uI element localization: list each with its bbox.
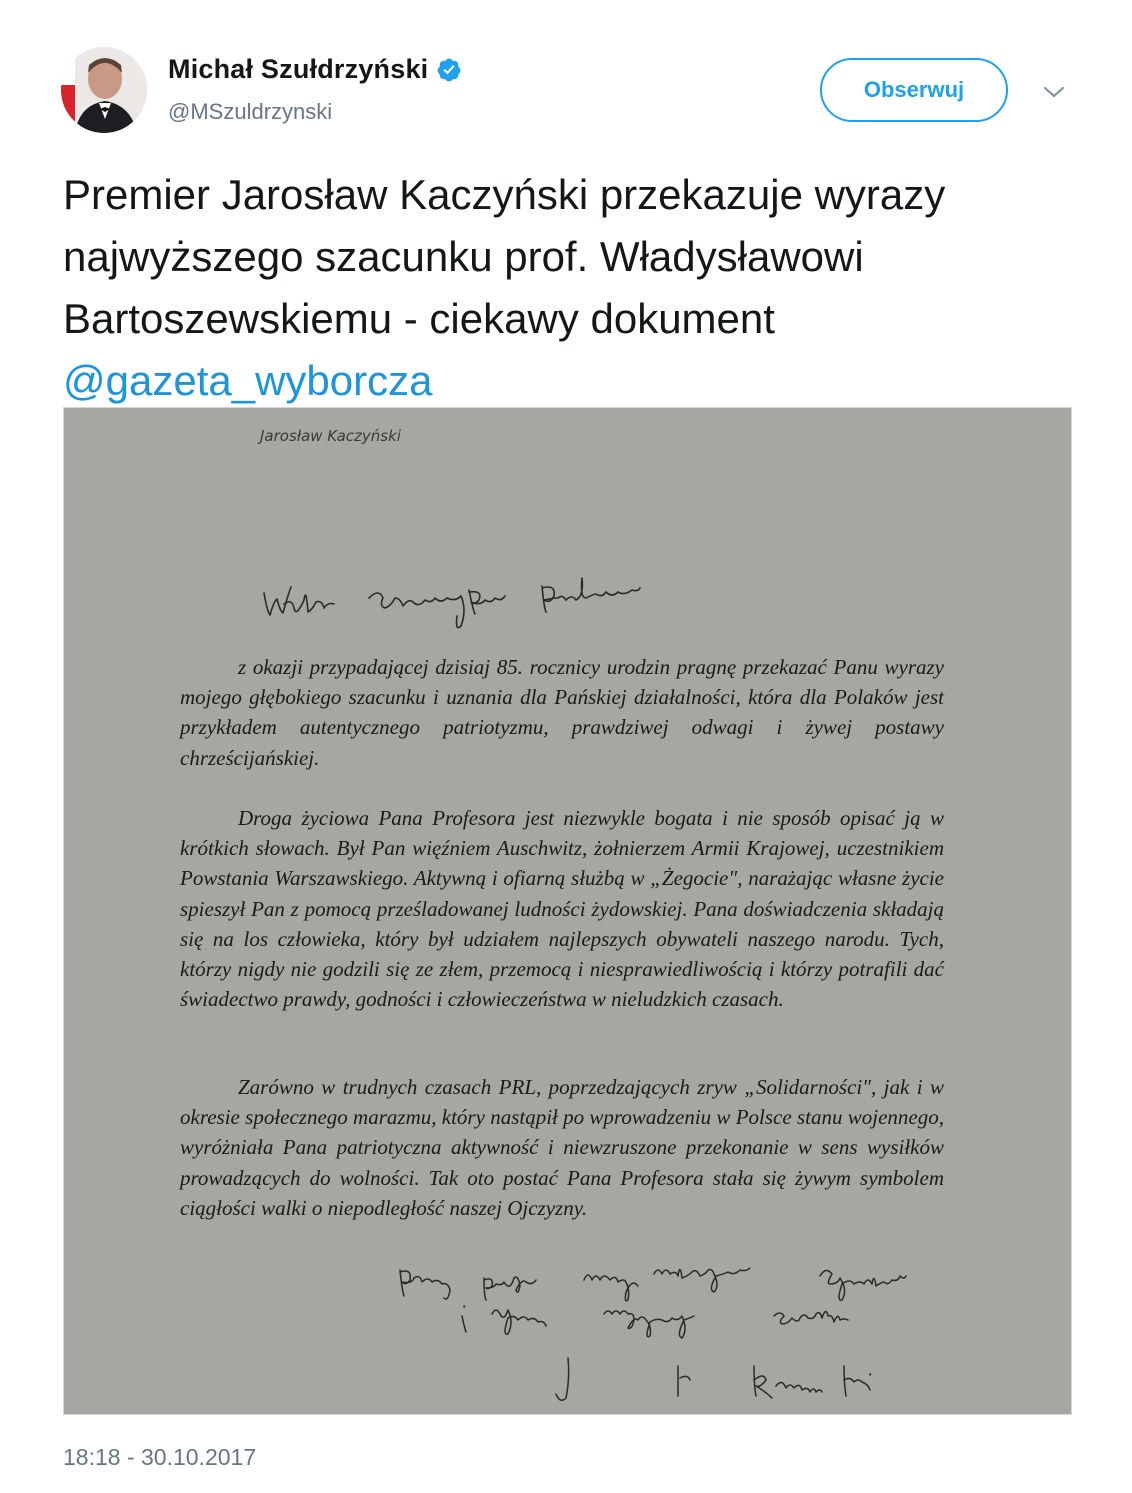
- avatar-photo: [61, 47, 147, 133]
- tweet-text: [63, 164, 1103, 412]
- letterhead: Jarosław Kaczyński: [260, 427, 401, 445]
- tweet-media-image[interactable]: [63, 407, 1072, 1415]
- letter-paragraph-2: Droga życiowa Pana Profesora jest niezwykle bogata i nie sposób opisać ją w krótkich słowach. Był Pan więźniem Auschwitz, żołnierzem Armii Krajowej, uczestnikiem Powstania Warszawskiego. Aktywną i ofiarną służbą w „Żegocie", narażając własne życie spieszył Pan z pomocą prześladowanej ludności żydowskiej. Pana doświadczenia składają się na los człowieka, który był udziałem najlepszych obywateli naszego narodu. Tych, którzy nigdy nie godzili się ze złem, przemocą i niesprawiedliwością i którzy potrafili dać świadectwo prawdy, godności i człowieczeństwa w nieludzkich czasach.: [180, 806, 944, 1012]
- letter-paragraph-3: Zarówno w trudnych czasach PRL, poprzedzających zryw „Solidarności", jak i w okresie społecznego marazmu, który nastąpił po wprowadzeniu w Polsce stanu wojennego, wyróżniała Pana patriotyczna aktywność i niewzruszone przekonanie w sens wysiłków prowadzących do wolności. Tak oto postać Pana Profesora stała się żywym symbolem ciągłości walki o niepodległość naszej Ojczyzny.: [180, 1075, 944, 1220]
- letter-paragraph-1: z okazji przypadającej dzisiaj 85. rocznicy urodzin pragnę przekazać Panu wyrazy mojego głębokiego szacunku i uznania dla Pańskiej działalności, która dla Polaków jest przykładem autentycznego patriotyzmu, prawdziwej odwagi i żywej postawy chrześcijańskiej.: [180, 655, 944, 770]
- tweet-timestamp[interactable]: 18:18 - 30.10.2017: [63, 1444, 257, 1470]
- tweet-header: [0, 0, 1132, 150]
- tweet-body: Premier Jarosław Kaczyński przekazuje wyrazy najwyższego szacunku prof. Władysławowi Bartoszewskiemu - ciekawy dokument: [63, 171, 946, 342]
- handwriting-closing: [64, 408, 1072, 1415]
- avatar[interactable]: [61, 47, 147, 133]
- mention-link[interactable]: @gazeta_wyborcza: [63, 357, 433, 404]
- verified-badge-icon: [436, 57, 462, 83]
- chevron-down-icon[interactable]: [1041, 82, 1067, 102]
- follow-button[interactable]: Obserwuj: [820, 58, 1008, 122]
- author-display-name[interactable]: Michał Szułdrzyński: [168, 54, 429, 84]
- author-handle[interactable]: @MSzuldrzynski: [168, 99, 333, 124]
- author-name-row[interactable]: [168, 54, 462, 85]
